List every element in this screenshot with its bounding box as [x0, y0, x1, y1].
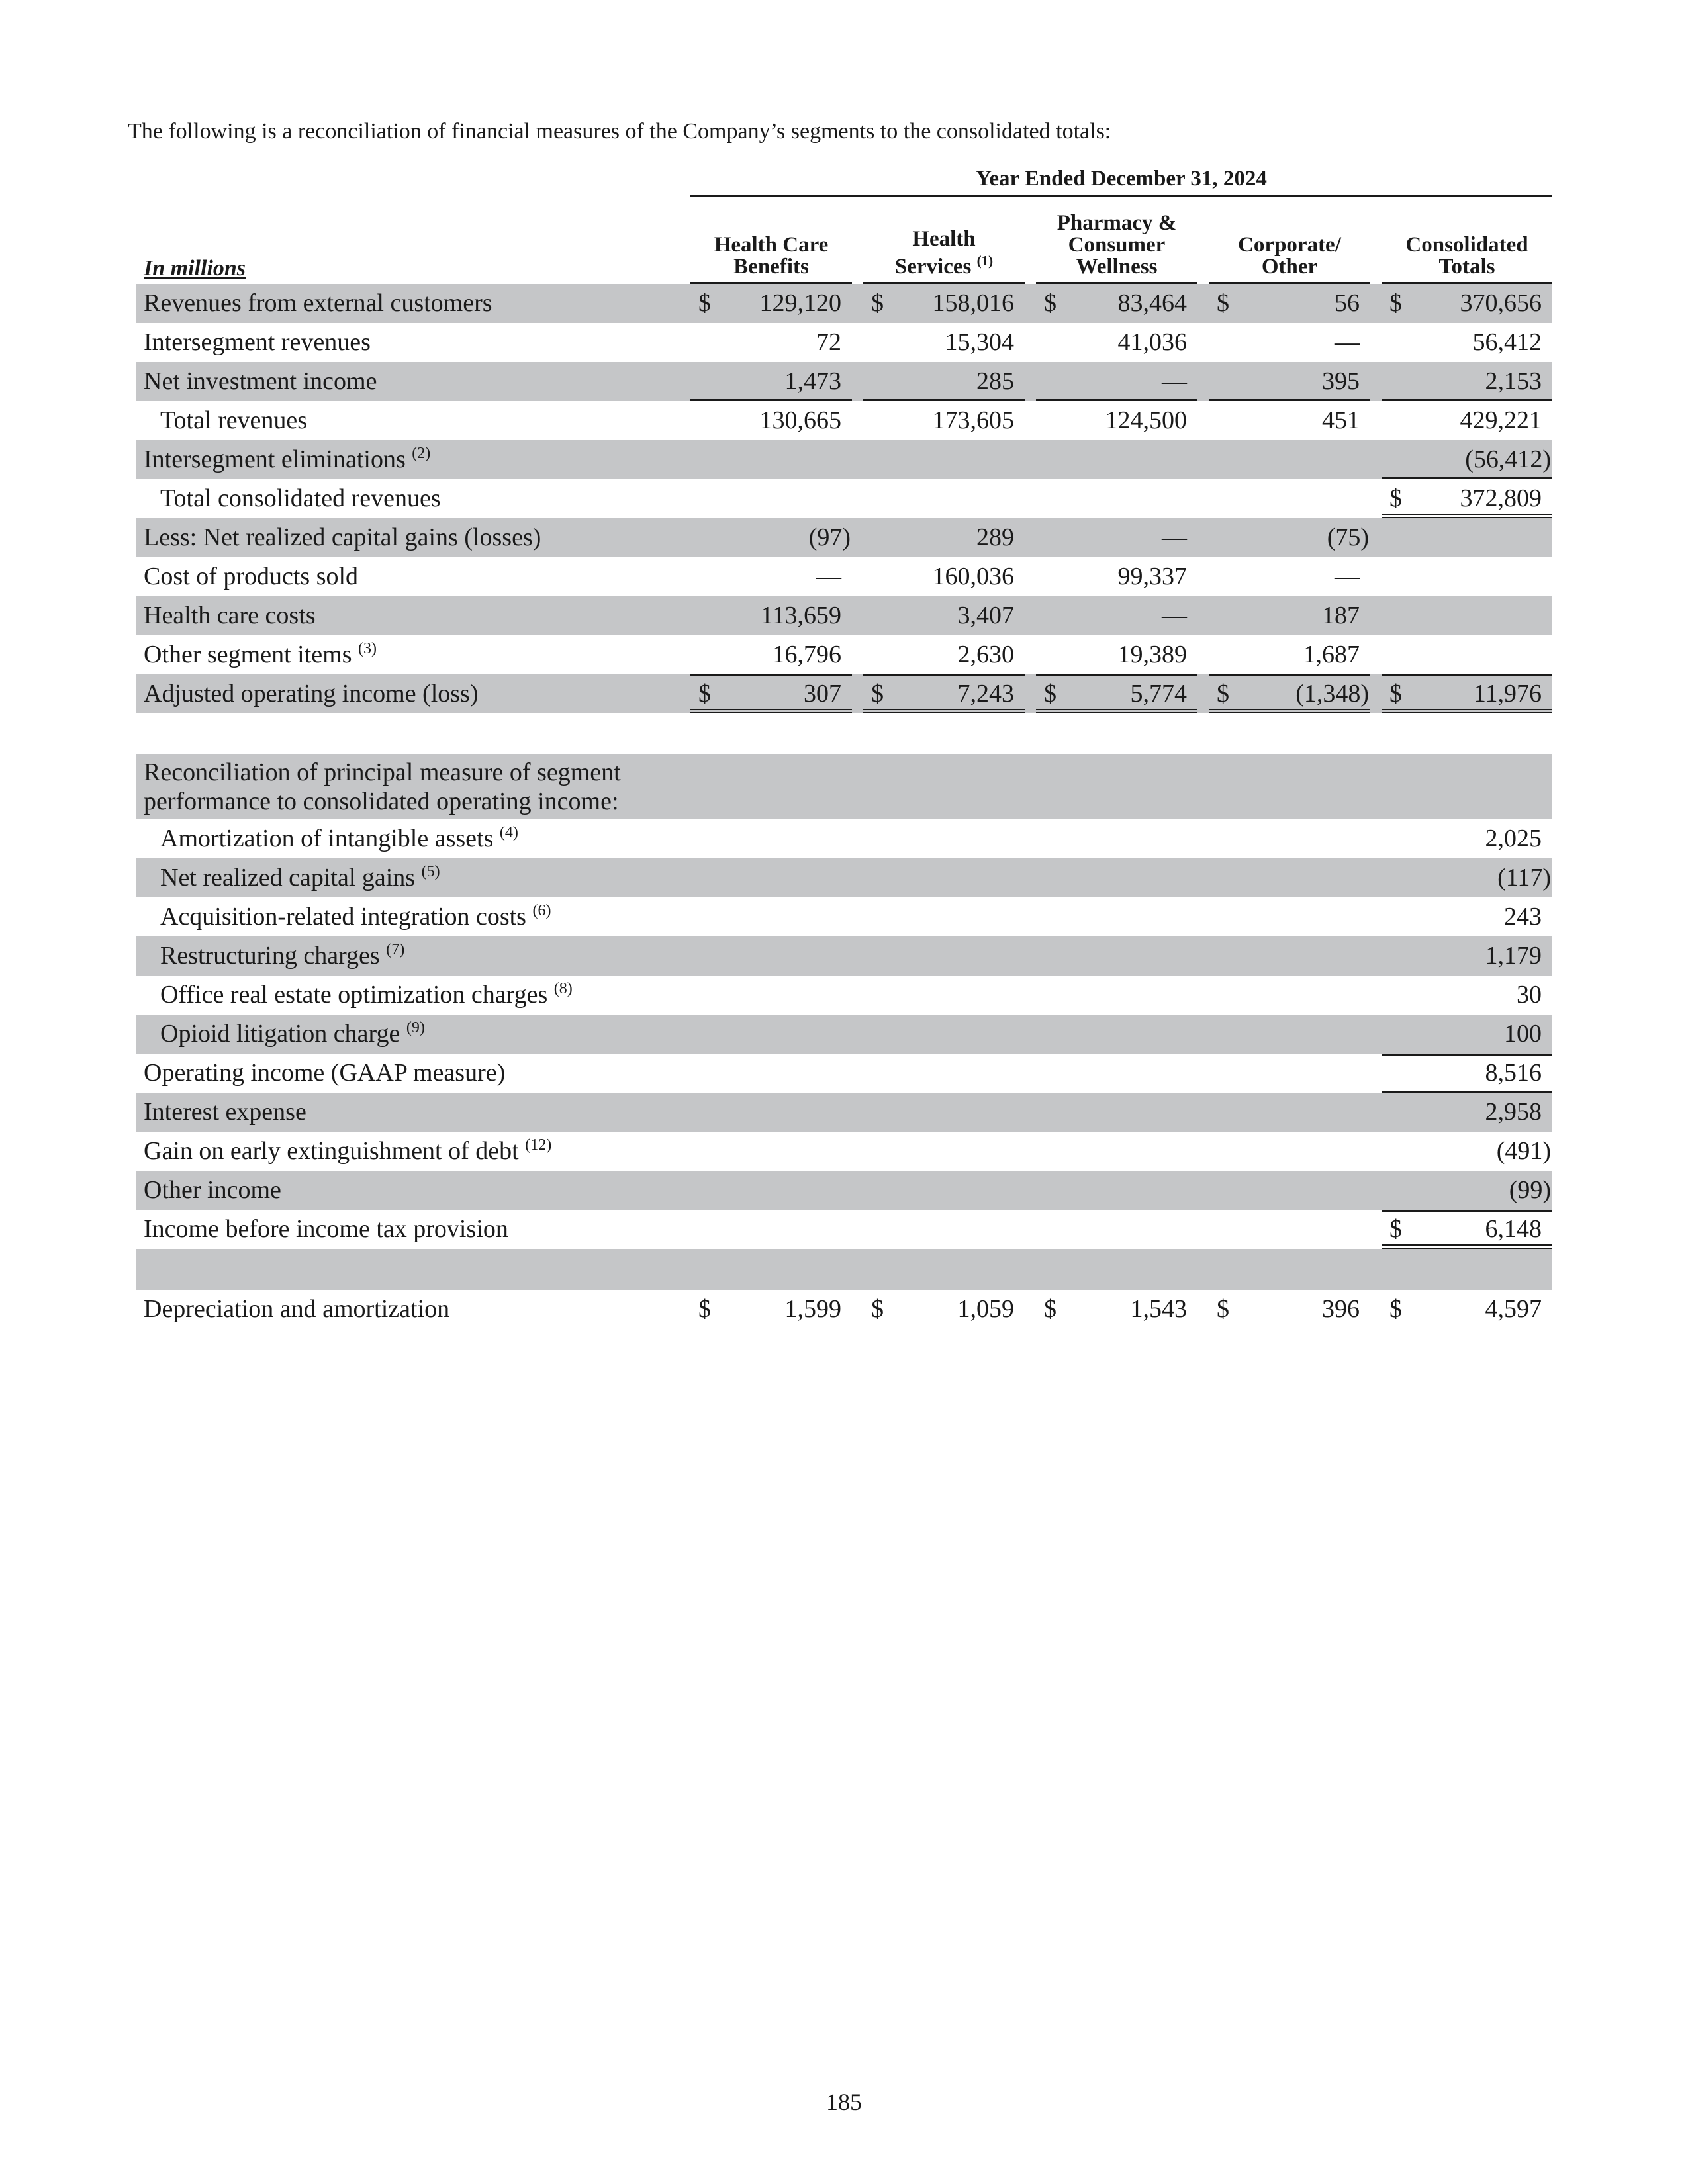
table-row	[136, 440, 1552, 479]
table-row	[136, 518, 1552, 557]
table-row	[136, 1290, 1552, 1329]
table-row	[136, 1054, 1552, 1093]
column-header-line: Health Care	[714, 233, 829, 257]
value-text: (99)	[1509, 1176, 1551, 1204]
value-text: 395	[1322, 367, 1360, 395]
row-label	[144, 1290, 449, 1329]
dollar-sign: $	[1389, 1215, 1402, 1243]
value-cell	[1382, 401, 1552, 440]
value-cell	[863, 596, 1025, 635]
value-text: 1,473	[784, 367, 841, 395]
value-text: 173,605	[932, 406, 1014, 434]
value-cell	[863, 518, 1025, 557]
value-text: 243	[1504, 903, 1542, 931]
value-text: 113,659	[760, 602, 841, 629]
row-label-text: Amortization of intangible assets	[160, 825, 494, 852]
page-number: 185	[826, 2089, 862, 2115]
dollar-sign: $	[871, 1295, 884, 1323]
value-text: —	[816, 563, 841, 590]
value-text: 2,025	[1485, 825, 1542, 852]
table-body	[136, 284, 1552, 1329]
value-cell	[863, 401, 1025, 440]
table-row	[136, 1132, 1552, 1171]
value-cell	[1036, 362, 1197, 401]
row-label	[160, 976, 573, 1015]
footnote-marker: (1)	[976, 253, 994, 269]
value-cell	[863, 557, 1025, 596]
value-text: 19,389	[1117, 641, 1187, 668]
footnote-marker: (5)	[421, 863, 440, 880]
row-label-text: Net investment income	[144, 367, 377, 395]
value-cell	[1036, 596, 1197, 635]
table-row	[136, 936, 1552, 976]
row-label-text: Total consolidated revenues	[160, 484, 441, 512]
value-text: 1,543	[1130, 1295, 1187, 1323]
value-cell	[1382, 819, 1552, 858]
dollar-sign: $	[1044, 1295, 1056, 1323]
table-row	[136, 1015, 1552, 1054]
value-text: 56,412	[1472, 328, 1542, 356]
column-header-line: Wellness	[1076, 255, 1158, 279]
value-cell	[1209, 323, 1370, 362]
dollar-sign: $	[871, 289, 884, 317]
row-label-text: Net realized capital gains	[160, 864, 416, 891]
value-cell	[690, 596, 852, 635]
column-header	[690, 202, 852, 284]
dollar-sign: $	[871, 680, 884, 707]
spacer-row	[136, 1249, 1552, 1290]
row-label	[160, 936, 404, 976]
value-cell	[863, 323, 1025, 362]
row-label-text: Intersegment eliminations	[144, 445, 406, 473]
dollar-sign: $	[1044, 289, 1056, 317]
value-cell	[1382, 1171, 1552, 1210]
column-header-line: Benefits	[733, 255, 809, 279]
dollar-sign: $	[1389, 289, 1402, 317]
column-header-line: Health	[912, 227, 976, 251]
value-cell	[1209, 284, 1370, 323]
value-text: 187	[1322, 602, 1360, 629]
table-row	[136, 362, 1552, 401]
dollar-sign: $	[698, 289, 711, 317]
value-cell	[1382, 897, 1552, 936]
value-text: 1,599	[784, 1295, 841, 1323]
value-cell	[1382, 479, 1552, 518]
table-row	[136, 897, 1552, 936]
value-text: (491)	[1496, 1137, 1551, 1165]
row-label	[144, 758, 686, 816]
value-text: (1,348)	[1295, 680, 1369, 707]
row-label	[160, 1015, 425, 1054]
value-text: 3,407	[957, 602, 1014, 629]
value-text: 158,016	[932, 289, 1014, 317]
value-cell	[1036, 401, 1197, 440]
row-label-text: Adjusted operating income (loss)	[144, 680, 479, 707]
value-text: 372,809	[1460, 484, 1542, 512]
row-label-text: Restructuring charges	[160, 942, 380, 970]
column-header-line: Corporate/	[1238, 233, 1341, 257]
row-label-text: Office real estate optimization charges	[160, 981, 548, 1009]
value-cell	[690, 284, 852, 323]
row-label-text: Health care costs	[144, 602, 316, 629]
dollar-sign: $	[1217, 680, 1229, 707]
dollar-sign: $	[1389, 1295, 1402, 1323]
row-label-text: Income before income tax provision	[144, 1215, 508, 1243]
value-text: 2,630	[957, 641, 1014, 668]
row-label	[144, 1093, 306, 1132]
value-text: 160,036	[932, 563, 1014, 590]
value-cell	[1036, 323, 1197, 362]
row-label	[144, 1171, 281, 1210]
value-text: 1,687	[1303, 641, 1360, 668]
value-text: 307	[804, 680, 841, 707]
table-row	[136, 284, 1552, 323]
row-label-text: Less: Net realized capital gains (losses)	[144, 523, 541, 551]
table-row	[136, 635, 1552, 674]
row-label-text: Interest expense	[144, 1098, 306, 1126]
footnote-marker: (3)	[357, 640, 377, 657]
table-row	[136, 1093, 1552, 1132]
column-header-line: Totals	[1438, 255, 1495, 279]
value-cell	[1382, 674, 1552, 713]
table-row	[136, 976, 1552, 1015]
dollar-sign: $	[1217, 1295, 1229, 1323]
value-text: —	[1335, 328, 1360, 356]
value-cell	[1036, 1290, 1197, 1329]
intro-text: The following is a reconciliation of financial measures of the Company’s segments to the consolidated totals:	[128, 119, 1111, 144]
column-header-line-wrap	[895, 250, 993, 278]
value-cell	[1036, 518, 1197, 557]
value-text: 8,516	[1485, 1059, 1542, 1087]
value-cell	[1382, 284, 1552, 323]
value-text: 2,958	[1485, 1098, 1542, 1126]
value-text: 72	[816, 328, 841, 356]
value-cell	[1209, 557, 1370, 596]
column-headers	[136, 199, 1552, 284]
value-text: 100	[1504, 1020, 1542, 1048]
value-text: 129,120	[759, 289, 841, 317]
value-text: 130,665	[759, 406, 841, 434]
value-text: 451	[1322, 406, 1360, 434]
table-row	[136, 1210, 1552, 1249]
value-text: 396	[1322, 1295, 1360, 1323]
row-label	[144, 674, 479, 713]
footnote-marker: (2)	[412, 445, 431, 462]
value-cell	[1209, 518, 1370, 557]
value-cell	[1382, 440, 1552, 479]
dollar-sign: $	[1044, 680, 1056, 707]
value-cell	[1036, 635, 1197, 674]
table-row	[136, 858, 1552, 897]
value-text: 7,243	[957, 680, 1014, 707]
row-label-text: Intersegment revenues	[144, 328, 371, 356]
value-cell	[690, 401, 852, 440]
value-cell	[1382, 1210, 1552, 1249]
value-cell	[1382, 1290, 1552, 1329]
table-row	[136, 557, 1552, 596]
value-cell	[690, 518, 852, 557]
column-header	[1209, 202, 1370, 284]
footnote-marker: (8)	[553, 980, 573, 997]
value-text: 370,656	[1460, 289, 1542, 317]
value-text: 285	[976, 367, 1014, 395]
value-cell	[863, 674, 1025, 713]
value-cell	[690, 557, 852, 596]
column-header	[1036, 202, 1197, 284]
row-label-text: Depreciation and amortization	[144, 1295, 450, 1323]
row-label	[144, 1054, 505, 1093]
row-label	[144, 362, 377, 401]
period-header: Year Ended December 31, 2024	[690, 162, 1552, 197]
value-text: 1,059	[957, 1295, 1014, 1323]
footnote-marker: (9)	[406, 1019, 425, 1036]
value-cell	[1382, 1015, 1552, 1054]
footnote-marker: (12)	[525, 1136, 552, 1154]
value-text: 15,304	[945, 328, 1014, 356]
row-label-text: Operating income (GAAP measure)	[144, 1059, 506, 1087]
table-row	[136, 323, 1552, 362]
value-text: (97)	[808, 523, 851, 551]
row-label	[144, 440, 430, 479]
value-text: —	[1162, 602, 1187, 629]
value-text: 289	[976, 523, 1014, 551]
value-text: 6,148	[1485, 1215, 1542, 1243]
column-header-line: Services	[894, 255, 972, 279]
value-cell	[1209, 362, 1370, 401]
row-label-text: Revenues from external customers	[144, 289, 492, 317]
row-label	[160, 819, 518, 858]
row-label-text: Gain on early extinguishment of debt	[144, 1137, 519, 1165]
value-cell	[863, 362, 1025, 401]
in-millions-label: In millions	[144, 256, 246, 281]
row-label-text: Acquisition-related integration costs	[160, 903, 526, 931]
footnote-marker: (7)	[386, 941, 405, 958]
table-row	[136, 596, 1552, 635]
row-label	[144, 518, 541, 557]
value-text: 4,597	[1485, 1295, 1542, 1323]
column-header	[863, 202, 1025, 284]
table-row	[136, 674, 1552, 713]
value-cell	[690, 362, 852, 401]
table-row	[136, 401, 1552, 440]
row-label-text: Other income	[144, 1176, 281, 1204]
value-cell	[863, 635, 1025, 674]
row-label	[144, 557, 358, 596]
row-label-text: Other segment items	[144, 641, 352, 668]
value-cell	[690, 635, 852, 674]
column-header-line: Pharmacy &	[1056, 211, 1177, 235]
value-cell	[863, 1290, 1025, 1329]
table-row	[136, 819, 1552, 858]
value-cell	[690, 1290, 852, 1329]
footnote-marker: (4)	[499, 824, 518, 841]
value-text: —	[1162, 523, 1187, 551]
row-label	[160, 479, 441, 518]
value-cell	[1209, 674, 1370, 713]
value-text: (56,412)	[1465, 445, 1551, 473]
table-row	[136, 754, 1552, 819]
table-row	[136, 479, 1552, 518]
row-label	[144, 1210, 508, 1249]
value-text: 5,774	[1130, 680, 1187, 707]
value-cell	[1382, 362, 1552, 401]
row-label	[160, 897, 551, 936]
row-label	[160, 401, 307, 440]
row-label	[144, 1132, 551, 1171]
value-cell	[690, 674, 852, 713]
row-label-text: Opioid litigation charge	[160, 1020, 400, 1048]
value-cell	[1382, 936, 1552, 976]
value-text: 11,976	[1473, 680, 1542, 707]
value-cell	[1036, 674, 1197, 713]
row-label	[144, 284, 492, 323]
dollar-sign: $	[1217, 289, 1229, 317]
dollar-sign: $	[698, 680, 711, 707]
row-label	[144, 596, 316, 635]
value-cell	[1036, 284, 1197, 323]
table-row	[136, 1171, 1552, 1210]
value-cell	[1382, 858, 1552, 897]
value-text: —	[1162, 367, 1187, 395]
value-text: 41,036	[1117, 328, 1187, 356]
value-cell	[1382, 323, 1552, 362]
value-cell	[1209, 401, 1370, 440]
value-text: 2,153	[1485, 367, 1542, 395]
value-text: 99,337	[1117, 563, 1187, 590]
value-text: 16,796	[772, 641, 841, 668]
value-cell	[690, 323, 852, 362]
value-text: (75)	[1327, 523, 1369, 551]
value-cell	[1209, 596, 1370, 635]
row-label-text: Cost of products sold	[144, 563, 359, 590]
value-text: 124,500	[1105, 406, 1187, 434]
footnote-marker: (6)	[532, 902, 551, 919]
value-text: 30	[1517, 981, 1542, 1009]
row-label-text: Reconciliation of principal measure of segment performance to consolidated operating income:	[144, 758, 621, 815]
column-header-line: Other	[1261, 255, 1318, 279]
column-header-line: Consolidated	[1405, 233, 1528, 257]
dollar-sign: $	[698, 1295, 711, 1323]
value-cell	[1209, 635, 1370, 674]
value-cell	[863, 284, 1025, 323]
row-label	[144, 635, 377, 674]
value-text: 83,464	[1117, 289, 1187, 317]
value-text: (117)	[1497, 864, 1551, 891]
dollar-sign: $	[1389, 484, 1402, 512]
row-label	[144, 323, 371, 362]
value-cell	[1036, 557, 1197, 596]
row-label-text: Total revenues	[160, 406, 308, 434]
value-cell	[1382, 1093, 1552, 1132]
value-text: —	[1335, 563, 1360, 590]
value-cell	[1382, 1054, 1552, 1093]
value-text: 1,179	[1485, 942, 1542, 970]
column-header-line: Consumer	[1068, 233, 1166, 257]
column-header	[1382, 202, 1552, 284]
spacer-row	[136, 713, 1552, 754]
value-cell	[1209, 1290, 1370, 1329]
dollar-sign: $	[1389, 680, 1402, 707]
value-cell	[1382, 1132, 1552, 1171]
value-text: 429,221	[1460, 406, 1542, 434]
value-cell	[1382, 976, 1552, 1015]
value-text: 56	[1335, 289, 1360, 317]
row-label	[160, 858, 440, 897]
